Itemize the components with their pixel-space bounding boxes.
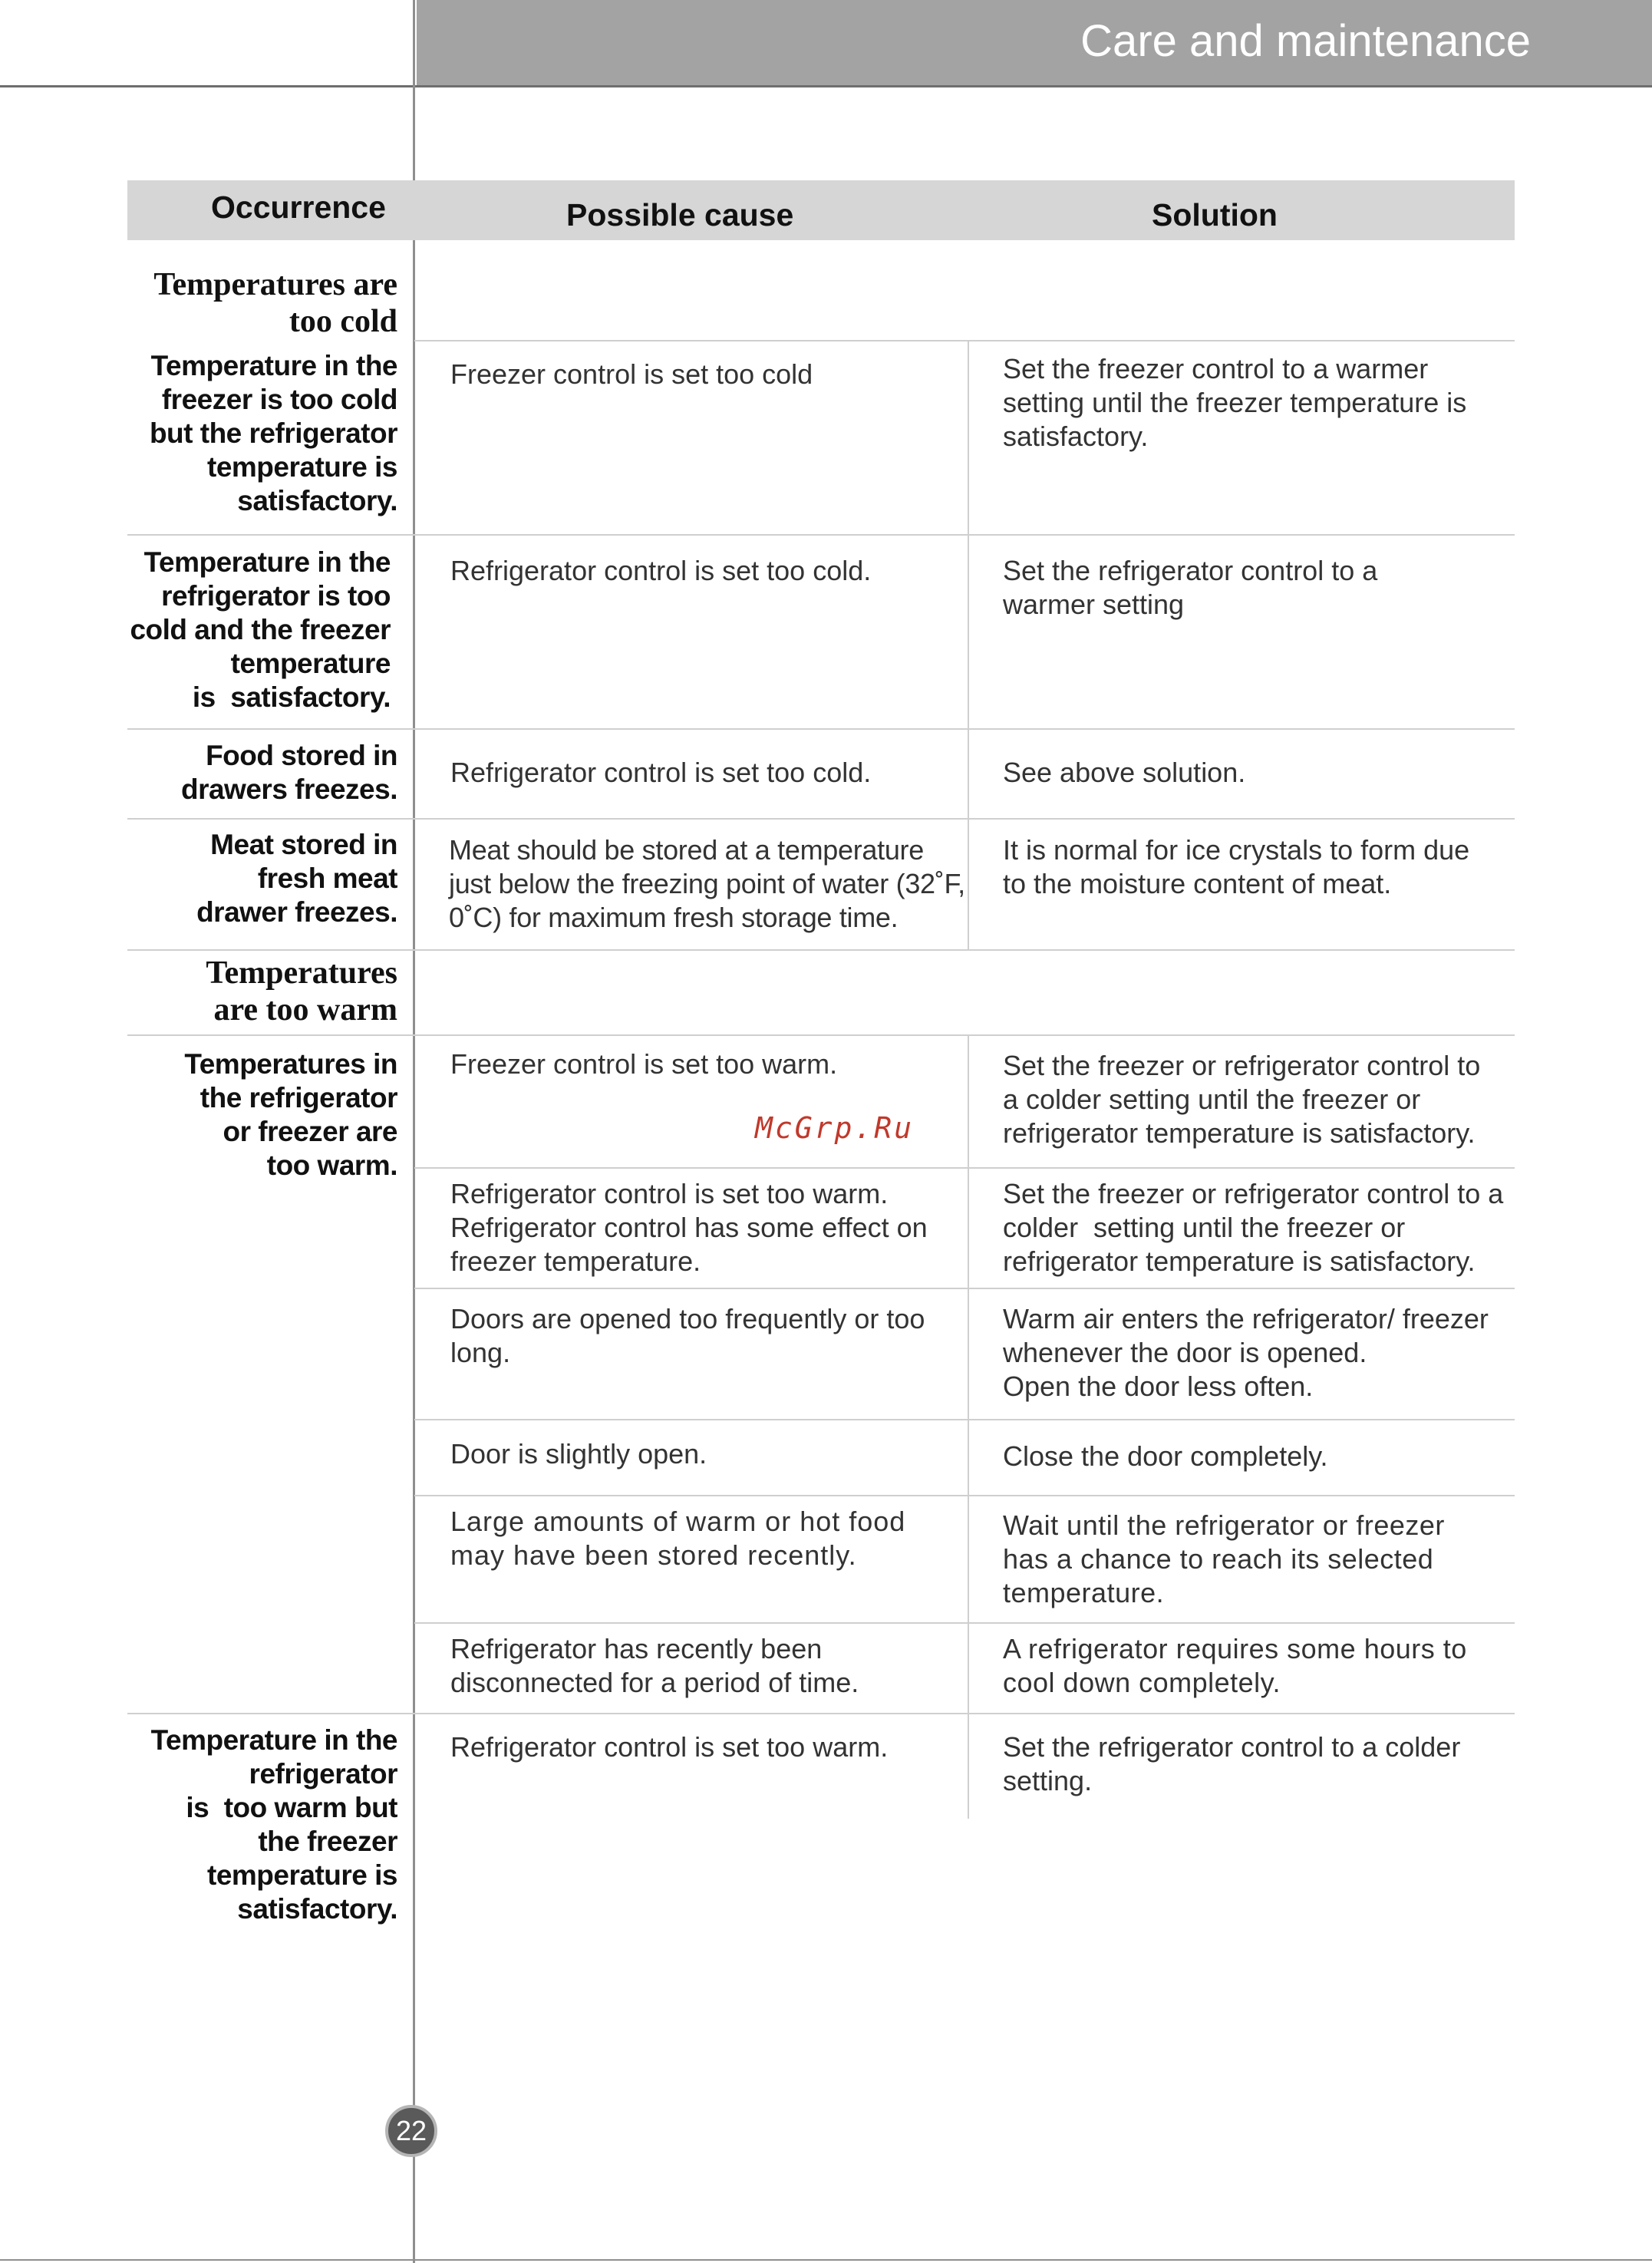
row-divider <box>127 1713 1515 1714</box>
cause-cell: Refrigerator control is set too cold. <box>450 555 872 586</box>
header-solution: Solution <box>1152 197 1278 233</box>
solution-cell: See above solution. <box>1003 757 1246 788</box>
occurrence-cell: Temperature in the freezer is too cold but the refrigerator temperature is satisfactory. <box>149 350 397 516</box>
cause-cell: Freezer control is set too warm. <box>450 1048 838 1080</box>
cause-cell: Doors are opened too frequently or too long. <box>450 1303 925 1368</box>
solution-cell: Wait until the refrigerator or freezer has a chance to reach its selected temperature. <box>1003 1509 1445 1608</box>
row-divider <box>127 949 1515 951</box>
solution-cell: A refrigerator requires some hours to cool down completely. <box>1003 1633 1467 1698</box>
cause-cell: Door is slightly open. <box>450 1438 707 1470</box>
occurrence-cell: Temperature in the refrigerator is too warm but the freezer temperature is satisfactory. <box>150 1724 397 1925</box>
solution-cell: Close the door completely. <box>1003 1440 1328 1472</box>
page-number-badge: 22 <box>385 2105 437 2157</box>
row-divider <box>127 728 1515 730</box>
cause-cell: Refrigerator control is set too cold. <box>450 757 872 788</box>
section-title-too-cold: Temperatures are too cold <box>153 267 397 339</box>
solution-cell: It is normal for ice crystals to form due to the moisture content of meat. <box>1003 834 1470 899</box>
cause-cell: Refrigerator control is set too warm. Refrigerator control has some effect on freezer temperature. <box>450 1178 928 1277</box>
row-divider <box>414 1419 1515 1420</box>
page-title: Care and maintenance <box>1080 16 1531 66</box>
row-divider <box>414 1495 1515 1496</box>
solution-cell: Warm air enters the refrigerator/ freezer whenever the door is opened. Open the door less often. <box>1003 1303 1489 1402</box>
occurrence-cell: Temperature in the refrigerator is too cold and the freezer temperature is satisfactory. <box>130 546 391 713</box>
bottom-rule <box>0 2259 1652 2261</box>
occurrence-cell: Temperatures in the refrigerator or freezer are too warm. <box>184 1048 397 1181</box>
occurrence-cell: Food stored in drawers freezes. <box>180 740 397 805</box>
column-separator <box>968 1036 969 1819</box>
row-divider <box>127 818 1515 820</box>
row-divider <box>414 1167 1515 1169</box>
row-divider <box>127 534 1515 536</box>
occurrence-cell: Meat stored in fresh meat drawer freezes. <box>196 829 397 928</box>
cause-cell: Large amounts of warm or hot food may have been stored recently. <box>450 1506 906 1571</box>
cause-cell: Meat should be stored at a temperature just below the freezing point of water (32˚F, 0˚C) for maximum fresh storage time. <box>449 834 965 933</box>
cause-cell: Freezer control is set too cold <box>450 358 813 390</box>
row-divider <box>414 340 1515 341</box>
row-divider <box>414 1622 1515 1624</box>
row-divider <box>414 1288 1515 1289</box>
header-occurrence: Occurrence <box>211 190 386 225</box>
header-possible-cause: Possible cause <box>566 197 794 233</box>
solution-cell: Set the freezer or refrigerator control to a colder setting until the freezer or refrigerator temperature is satisfactory. <box>1003 1050 1481 1149</box>
solution-cell: Set the freezer or refrigerator control to a colder setting until the freezer or refrigerator temperature is satisfactory. <box>1003 1178 1504 1277</box>
solution-cell: Set the refrigerator control to a warmer setting <box>1003 555 1378 620</box>
header-divider <box>0 85 1652 87</box>
cause-cell: Refrigerator has recently been disconnected for a period of time. <box>450 1633 859 1698</box>
solution-cell: Set the refrigerator control to a colder setting. <box>1003 1731 1461 1796</box>
row-divider <box>127 1034 1515 1036</box>
watermark-text: McGrp.Ru <box>755 1111 915 1145</box>
column-separator <box>968 341 969 950</box>
solution-cell: Set the freezer control to a warmer setting until the freezer temperature is satisfactory. <box>1003 353 1467 452</box>
cause-cell: Refrigerator control is set too warm. <box>450 1731 889 1763</box>
section-title-too-warm: Temperatures are too warm <box>206 955 397 1028</box>
